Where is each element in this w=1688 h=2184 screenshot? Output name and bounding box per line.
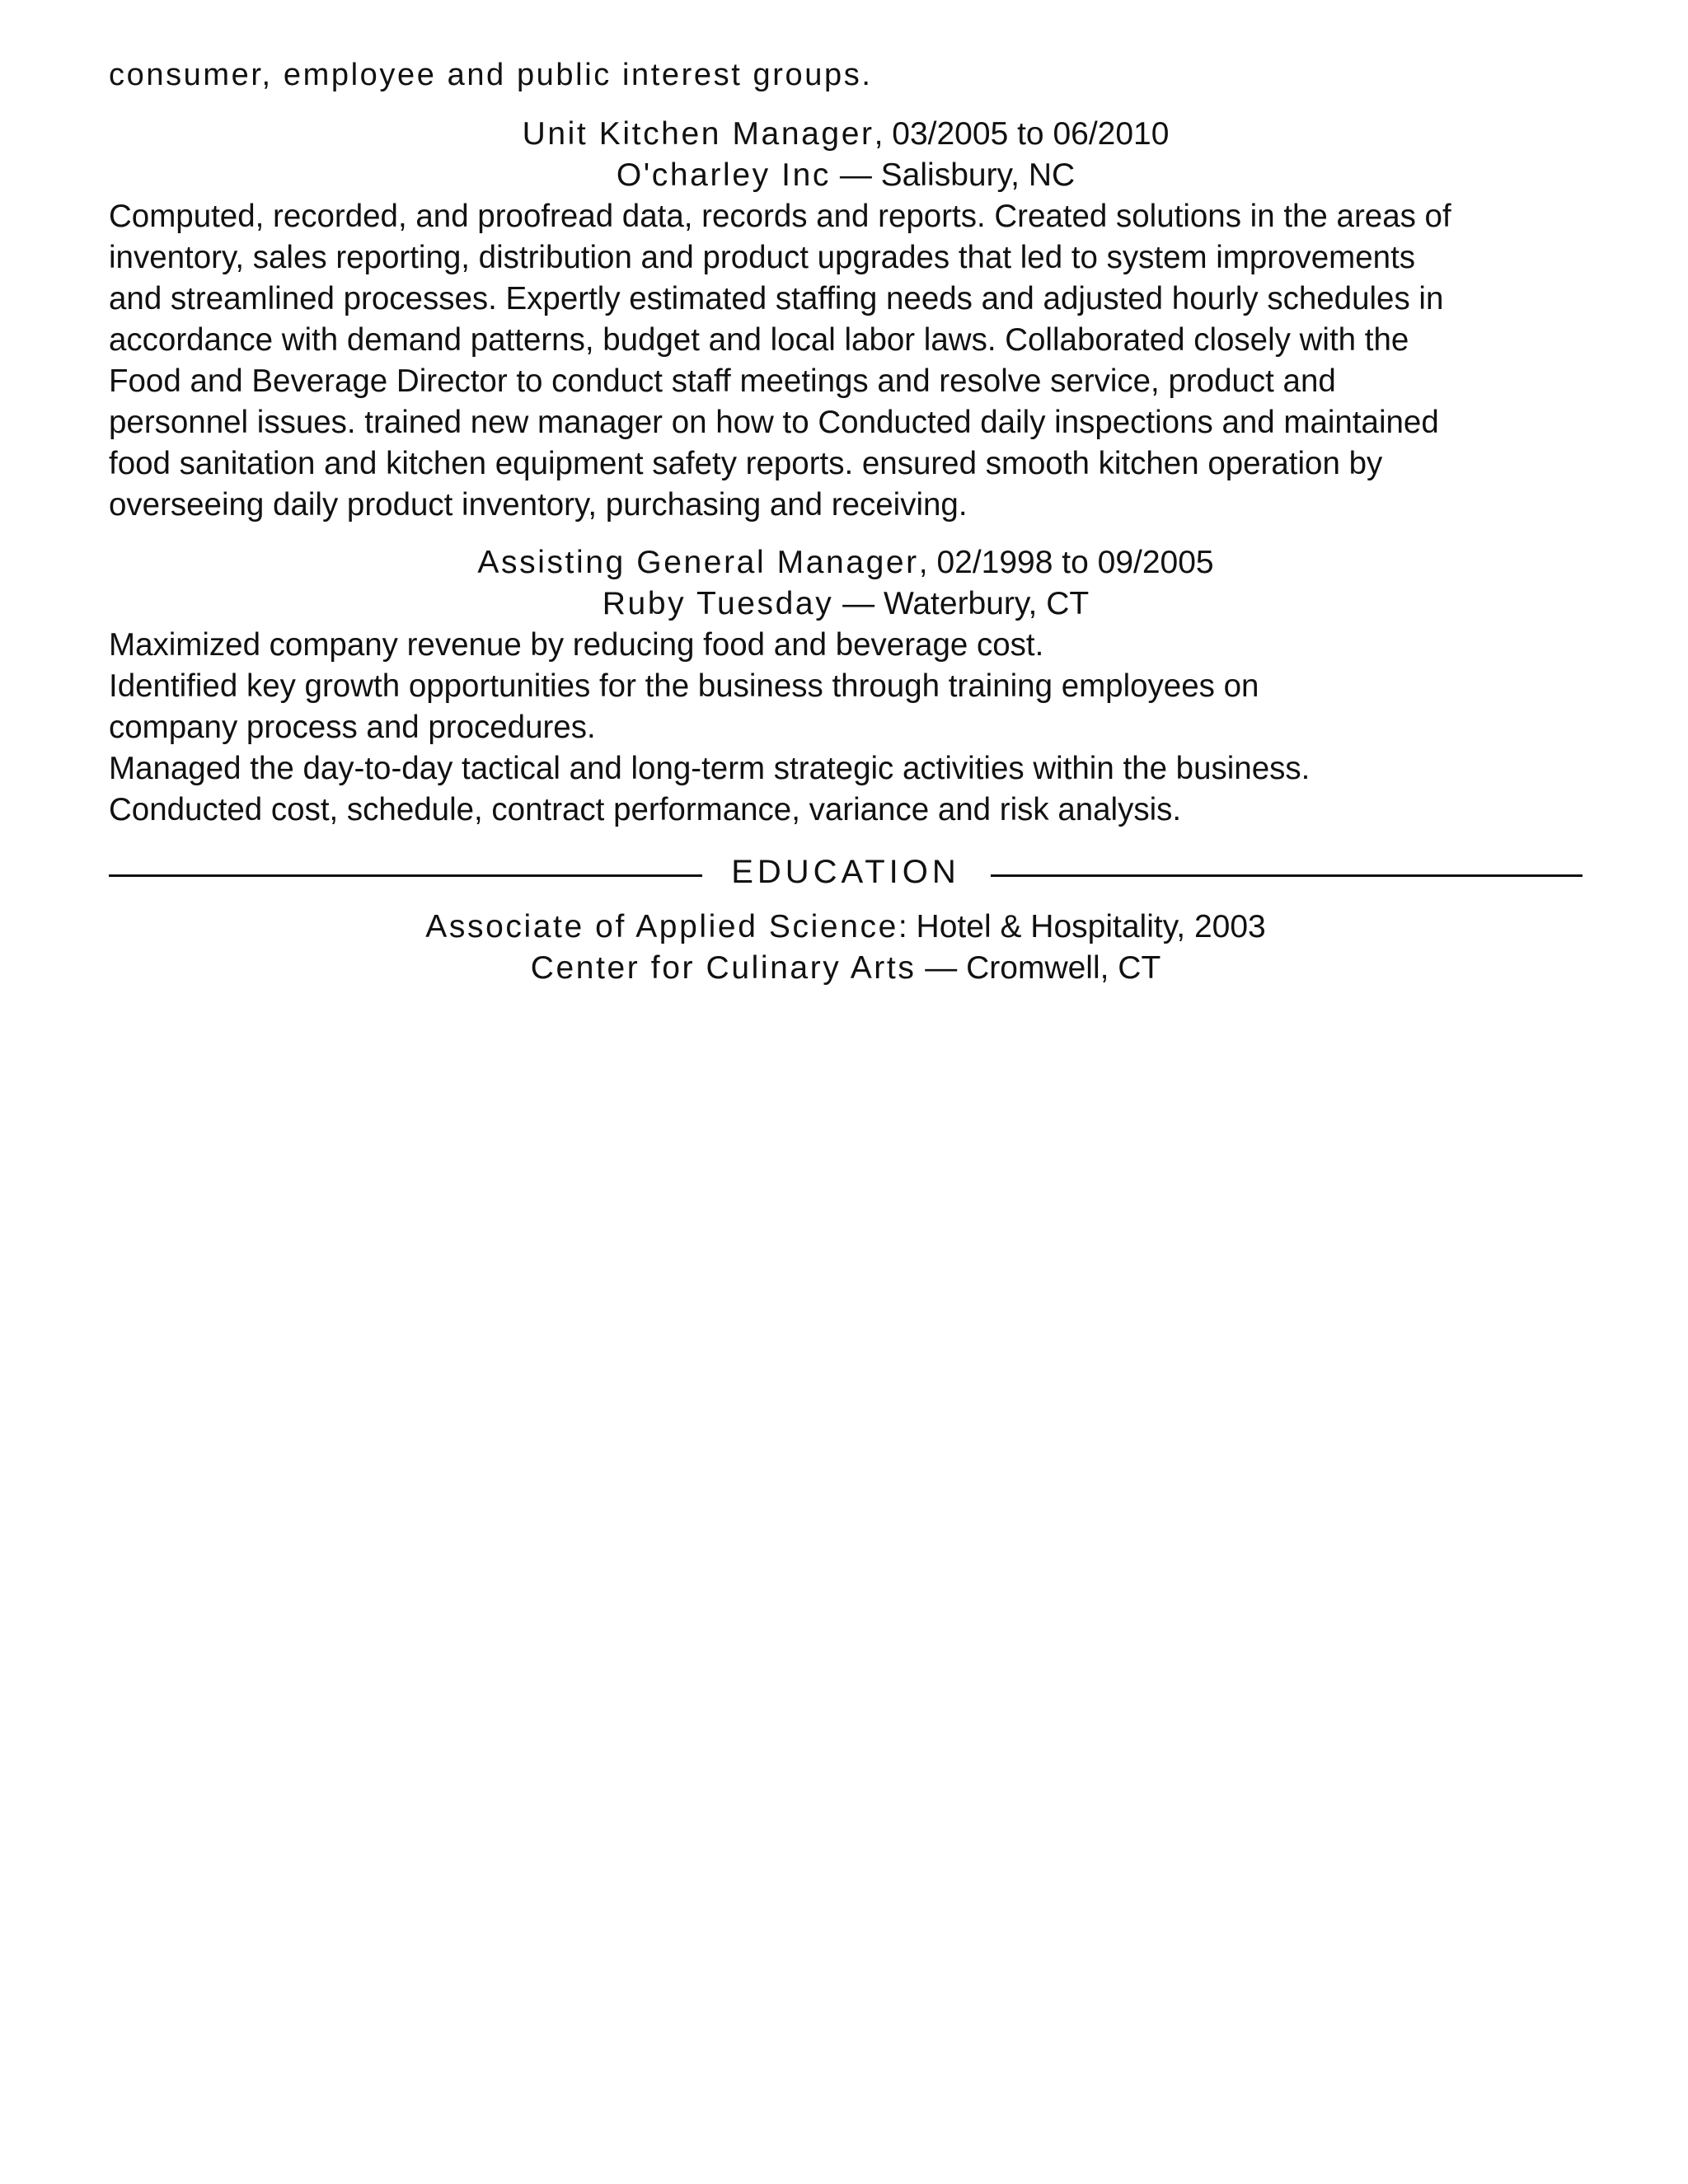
company-location: Salisbury, NC xyxy=(880,157,1076,193)
company-line xyxy=(109,155,1582,196)
job-title: Assisting General Manager xyxy=(477,545,919,580)
company-name: Ruby Tuesday xyxy=(602,586,834,621)
description-line: overseeing daily product inventory, purchasing and receiving. xyxy=(109,487,968,523)
description-line: company process and procedures. xyxy=(109,710,596,745)
job-description xyxy=(109,196,1582,526)
company-separator: — xyxy=(830,157,881,193)
section-divider-right xyxy=(991,874,1582,877)
job-dates: , 03/2005 to 06/2010 xyxy=(874,116,1170,152)
company-name: O'charley Inc xyxy=(616,157,831,193)
job-description xyxy=(109,625,1582,831)
description-line: personnel issues. trained new manager on how to Conducted daily inspections and maintained xyxy=(109,405,1439,440)
job-title-line xyxy=(109,114,1582,155)
degree-line xyxy=(109,907,1582,948)
description-line: accordance with demand patterns, budget and local labor laws. Collaborated closely with the xyxy=(109,322,1409,358)
description-line: food sanitation and kitchen equipment safety reports. ensured smooth kitchen operation by xyxy=(109,446,1383,481)
description-line: Maximized company revenue by reducing food and beverage cost. xyxy=(109,627,1044,663)
company-line xyxy=(109,583,1582,625)
job-dates: , 02/1998 to 09/2005 xyxy=(918,545,1214,580)
job-title: Unit Kitchen Manager xyxy=(522,116,874,152)
school-line xyxy=(109,948,1582,989)
job-title-line xyxy=(109,542,1582,583)
description-line: Food and Beverage Director to conduct staff meetings and resolve service, product and xyxy=(109,363,1336,399)
school-separator: — xyxy=(916,950,967,986)
degree-field: : Hotel & Hospitality, 2003 xyxy=(898,909,1266,944)
company-location: Waterbury, CT xyxy=(883,586,1090,621)
description-line: inventory, sales reporting, distribution and product upgrades that led to system improvements xyxy=(109,240,1416,275)
education-section-header xyxy=(109,851,1582,900)
description-line: Computed, recorded, and proofread data, records and reports. Created solutions in the areas of xyxy=(109,199,1451,234)
company-separator: — xyxy=(833,586,884,621)
school-name: Center for Culinary Arts xyxy=(530,950,917,986)
education-entry xyxy=(109,907,1582,989)
experience-entry xyxy=(109,542,1582,831)
experience-entry xyxy=(109,114,1582,526)
description-line: and streamlined processes. Expertly estimated staffing needs and adjusted hourly schedules in xyxy=(109,281,1444,316)
description-line: Identified key growth opportunities for the business through training employees on xyxy=(109,668,1259,704)
section-title: EDUCATION xyxy=(731,854,960,890)
description-line: Conducted cost, schedule, contract performance, variance and risk analysis. xyxy=(109,792,1182,827)
summary-continuation: consumer, employee and public interest groups. xyxy=(109,58,873,92)
degree-name: Associate of Applied Science xyxy=(425,909,898,944)
school-location: Cromwell, CT xyxy=(966,950,1161,986)
description-line: Managed the day-to-day tactical and long-term strategic activities within the business. xyxy=(109,751,1311,786)
